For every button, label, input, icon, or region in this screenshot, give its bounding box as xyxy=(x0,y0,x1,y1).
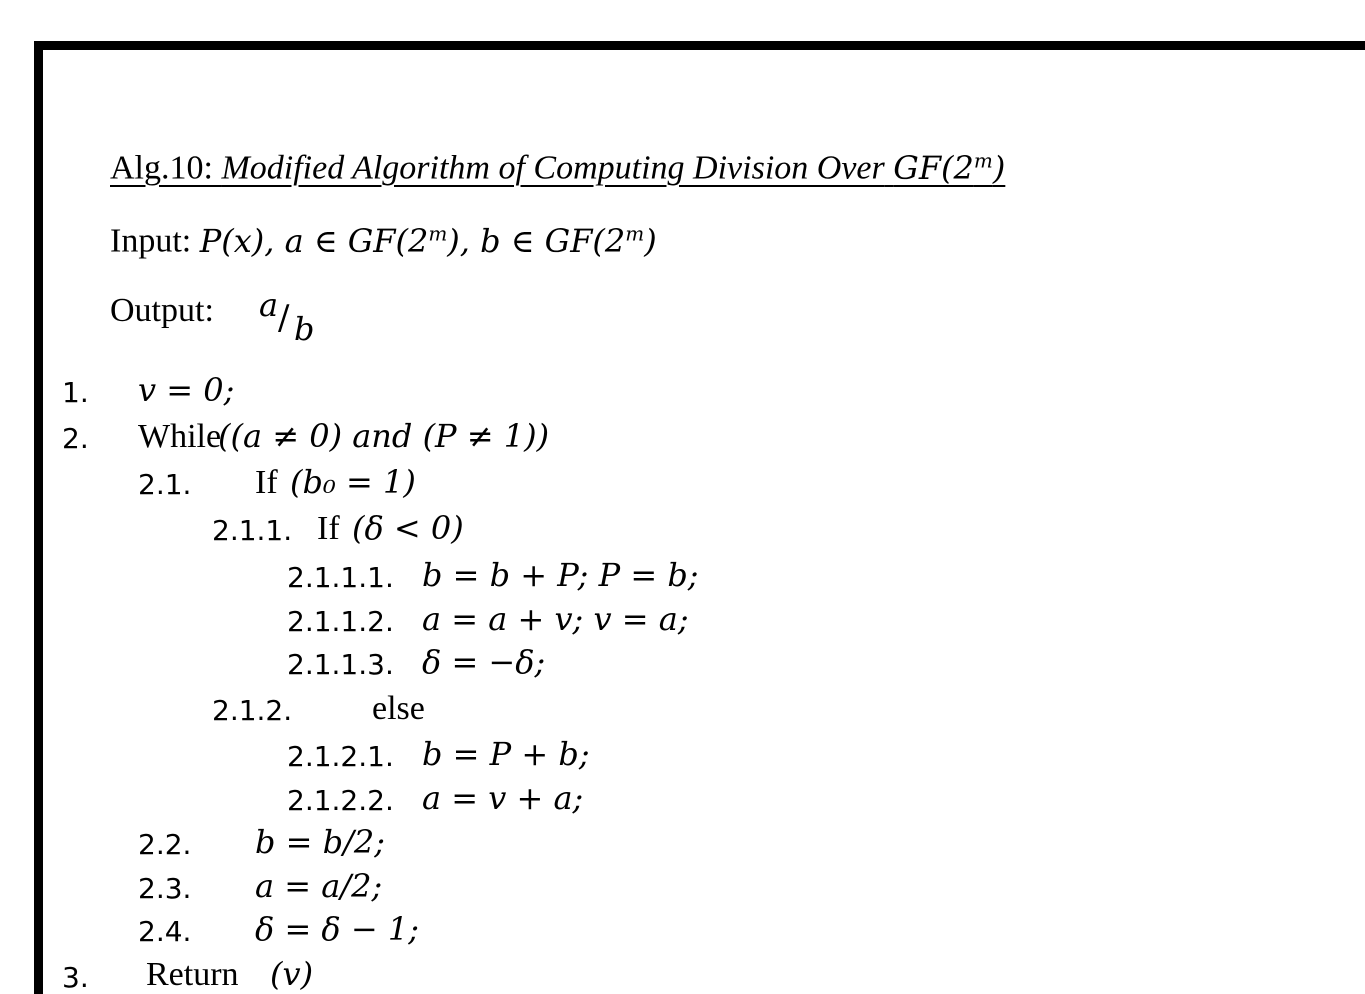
input-expr: P(x), a ∈ GF(2$^m$), b ∈ GF(2$^m$) xyxy=(199,221,657,260)
step-text: δ = δ − 1; xyxy=(255,910,419,948)
step-number: 2.2. xyxy=(138,828,192,861)
step-text: (v) xyxy=(270,955,314,993)
step-keyword: If xyxy=(255,464,278,501)
step-number: 2.1.2.1. xyxy=(287,740,394,773)
step-number: 3. xyxy=(62,961,89,994)
frame-top-border xyxy=(34,41,1365,50)
title-name: Modified Algorithm of Computing Division Over xyxy=(221,149,885,187)
step-keyword: While xyxy=(138,418,222,455)
title-prefix: Alg.10: xyxy=(110,149,222,187)
step-number: 2.3. xyxy=(138,872,192,905)
step-text: v = 0; xyxy=(138,371,235,409)
step-text: b = P + b; xyxy=(422,735,590,773)
input-line xyxy=(110,221,657,261)
input-label: Input: xyxy=(110,222,192,260)
step-text: δ = −δ; xyxy=(422,643,546,681)
step-number: 2.1.1.1. xyxy=(287,561,394,594)
algorithm-title xyxy=(110,148,1005,188)
step-text: a = v + a; xyxy=(422,779,584,817)
step-number: 2.1. xyxy=(138,468,192,501)
step-text: b = b/2; xyxy=(255,823,386,861)
step-text: (b₀ = 1) xyxy=(290,463,416,501)
step-number: 2.1.2. xyxy=(212,694,293,727)
output-slash: / xyxy=(278,298,290,338)
step-text: ((a ≠ 0) and (P ≠ 1)) xyxy=(218,417,550,455)
title-field: GF(2$^m$) xyxy=(893,148,1006,187)
step-number: 2. xyxy=(62,422,89,455)
step-number: 2.1.2.2. xyxy=(287,784,394,817)
step-number: 1. xyxy=(62,376,89,409)
step-keyword: else xyxy=(372,690,425,727)
step-keyword: Return xyxy=(146,956,239,993)
step-number: 2.4. xyxy=(138,915,192,948)
step-number: 2.1.1.2. xyxy=(287,605,394,638)
output-line xyxy=(110,292,214,330)
step-text: b = b + P; P = b; xyxy=(422,556,699,594)
step-number: 2.1.1. xyxy=(212,514,293,547)
step-text: a = a/2; xyxy=(255,867,383,905)
step-number: 2.1.1.3. xyxy=(287,648,394,681)
frame-left-border xyxy=(34,41,43,994)
output-numerator: a xyxy=(259,286,279,324)
output-label: Output: xyxy=(110,292,214,329)
output-denominator: b xyxy=(294,310,315,348)
step-text: (δ < 0) xyxy=(352,509,464,547)
step-text: a = a + v; v = a; xyxy=(422,600,689,638)
step-keyword: If xyxy=(317,510,340,547)
